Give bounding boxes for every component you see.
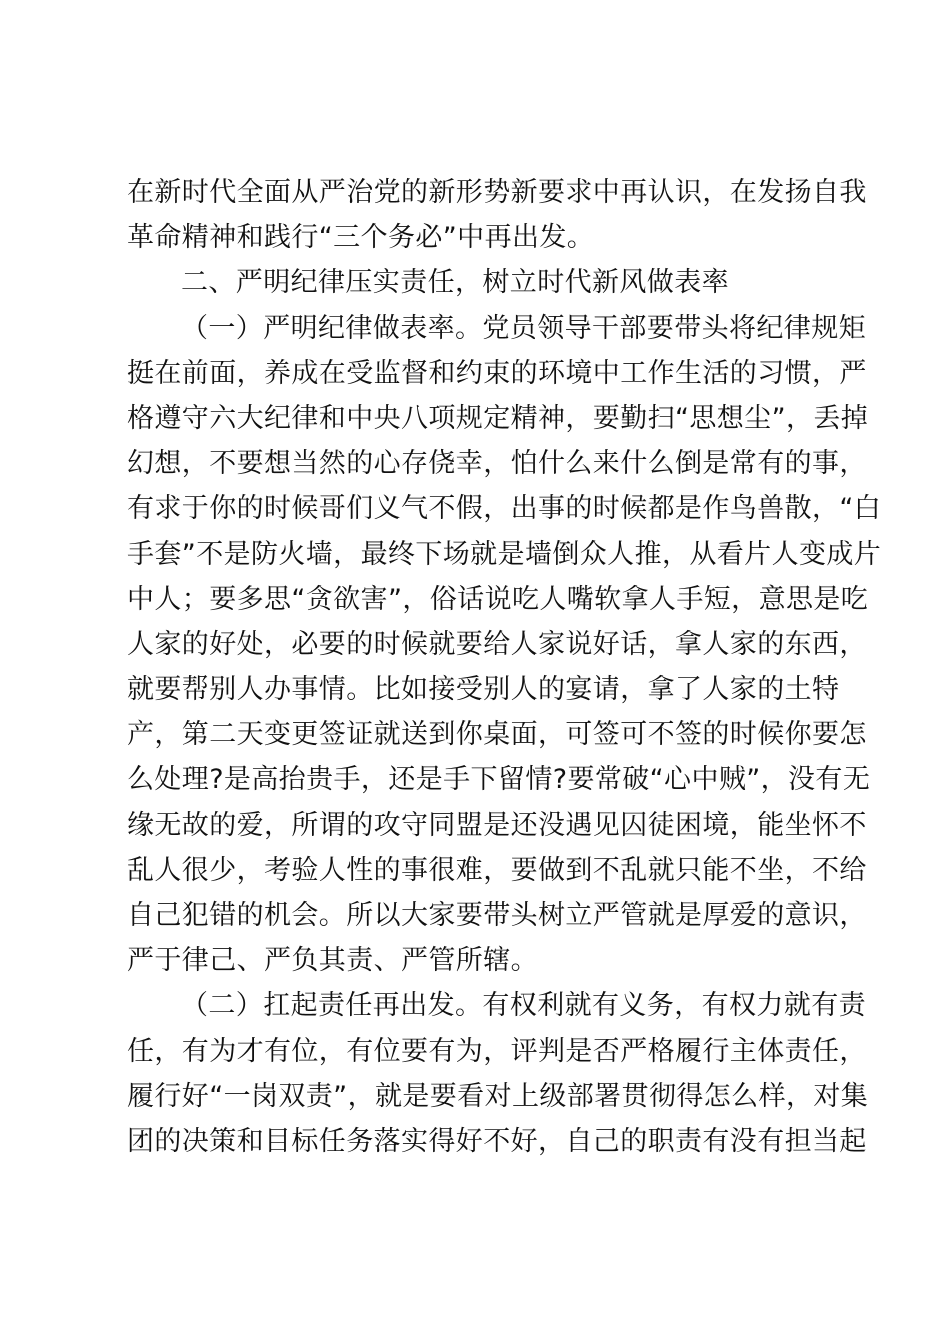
text-line: 人家的好处，必要的时候就要给人家说好话，拿人家的东西， [127, 628, 867, 660]
text-line: 么处理?是高抬贵手，还是手下留情?要常破“心中贼”，没有无 [127, 764, 871, 796]
paragraph-start: （一）严明纪律做表率。党员领导干部要带头将纪律规矩 [181, 312, 866, 344]
text-line: 就要帮别人办事情。比如接受别人的宴请，拿了人家的土特 [127, 674, 840, 706]
text-line: 乱人很少，考验人性的事很难，要做到不乱就只能不坐，不给 [127, 854, 867, 886]
text-line: 履行好“一岗双责”，就是要看对上级部署贯彻得怎么样，对集 [127, 1080, 869, 1112]
text-line: 格遵守六大纪律和中央八项规定精神，要勤扫“思想尘”，丢掉 [127, 402, 869, 434]
section-heading: 二、严明纪律压实责任，树立时代新风做表率 [181, 267, 729, 299]
text-line: 革命精神和践行“三个务必”中再出发。 [127, 222, 595, 254]
text-line: 挺在前面，养成在受监督和约束的环境中工作生活的习惯，严 [127, 357, 867, 389]
text-line: 任，有为才有位，有位要有为，评判是否严格履行主体责任， [127, 1035, 867, 1067]
text-line: 产，第二天变更签证就送到你桌面，可签可不签的时候你要怎 [127, 719, 867, 751]
text-line: 手套”不是防火墙，最终下场就是墙倒众人推，从看片人变成片 [127, 538, 882, 570]
text-line: 中人；要多思“贪欲害”，俗话说吃人嘴软拿人手短，意思是吃 [127, 583, 869, 615]
text-line: 自己犯错的机会。所以大家要带头树立严管就是厚爱的意识， [127, 900, 867, 931]
text-line: 缘无故的爱，所谓的攻守同盟是还没遇见囚徒困境，能坐怀不 [127, 809, 867, 841]
text-line: 严于律己、严负其责、严管所辖。 [127, 945, 538, 977]
text-line: 有求于你的时候哥们义气不假，出事的时候都是作鸟兽散，“白 [127, 493, 882, 525]
paragraph-start: （二）扛起责任再出发。有权利就有义务，有权力就有责 [181, 990, 866, 1022]
text-line: 在新时代全面从严治党的新形势新要求中再认识，在发扬自我 [127, 177, 867, 208]
text-line: 团的决策和目标任务落实得好不好，自己的职责有没有担当起 [127, 1125, 867, 1157]
body-text [127, 170, 882, 1164]
text-line: 幻想，不要想当然的心存侥幸，怕什么来什么倒是常有的事， [127, 448, 867, 480]
